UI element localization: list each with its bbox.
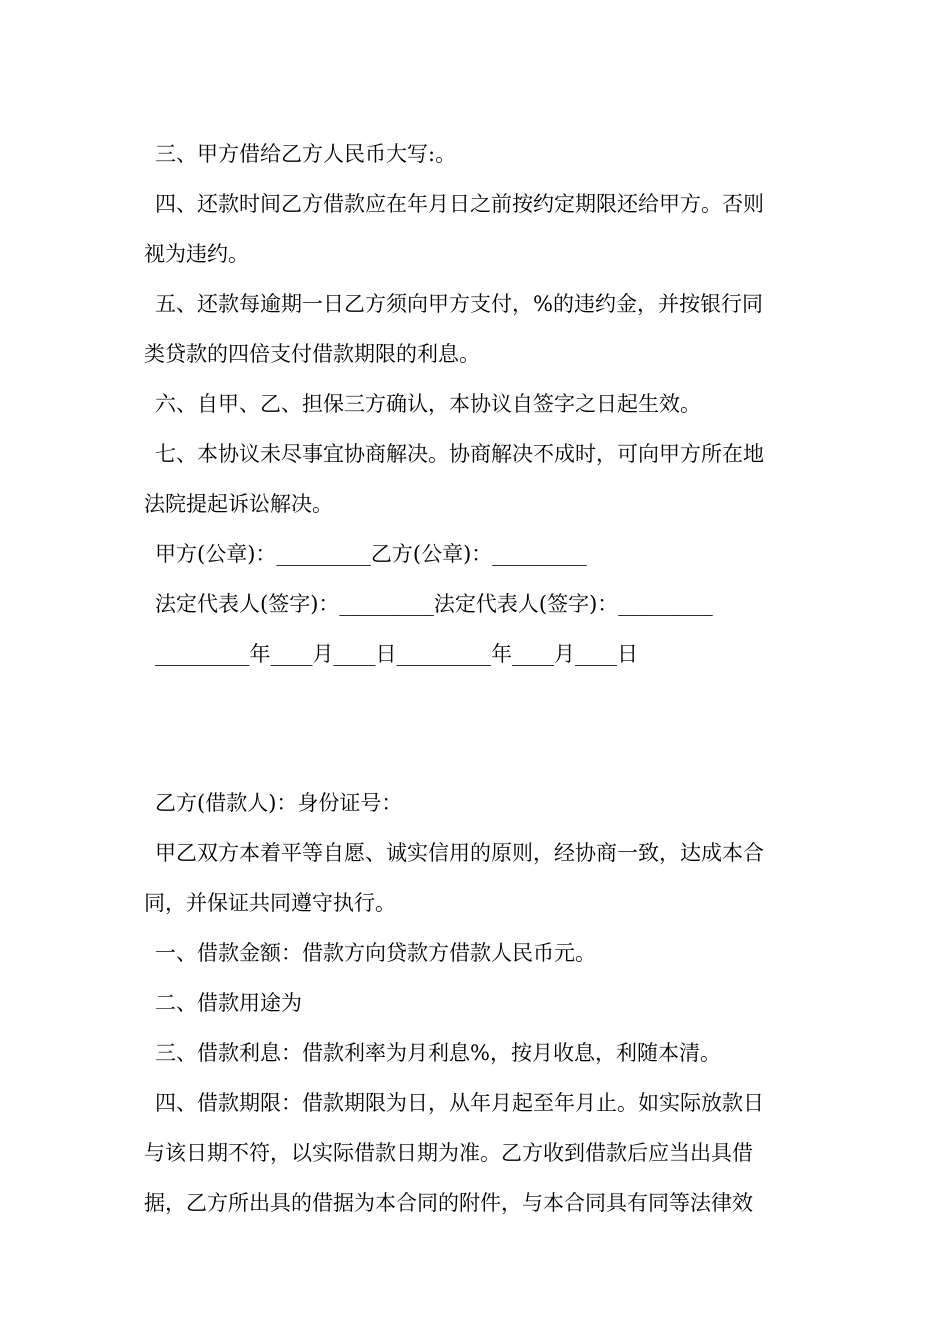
clause-5-line: 五、还款每逾期一日乙方须向甲方支付，%的违约金，并按银行同 xyxy=(155,292,763,316)
preamble-line: 甲乙双方本着平等自愿、诚实信用的原则，经协商一致，达成本合 xyxy=(155,841,764,865)
party-seal-line: 甲方(公章)：_________乙方(公章)：_________ xyxy=(155,542,587,566)
preamble-continuation: 同，并保证共同遵守执行。 xyxy=(144,891,396,915)
contract-terms-section xyxy=(144,129,816,679)
legal-representative-line: 法定代表人(签字)：_________法定代表人(签字)：_________ xyxy=(155,592,713,616)
loan-contract-section xyxy=(144,778,816,1228)
loan-term-continuation-2: 据，乙方所出具的借据为本合同的附件，与本合同具有同等法律效 xyxy=(144,1191,753,1215)
signature-date-line: _________年____月____日_________年____月____日 xyxy=(155,642,638,666)
clause-3-line: 三、甲方借给乙方人民币大写:。 xyxy=(155,142,457,166)
loan-term-continuation-1: 与该日期不符，以实际借款日期为准。乙方收到借款后应当出具借 xyxy=(144,1141,753,1165)
clause-4-line: 四、还款时间乙方借款应在年月日之前按约定期限还给甲方。否则 xyxy=(155,192,764,216)
clause-7-continuation: 法院提起诉讼解决。 xyxy=(144,492,333,516)
clause-6-line: 六、自甲、乙、担保三方确认，本协议自签字之日起生效。 xyxy=(155,392,701,416)
loan-interest-line: 三、借款利息：借款利率为月利息%，按月收息，利随本清。 xyxy=(155,1041,721,1065)
loan-term-line: 四、借款期限：借款期限为日，从年月起至年月止。如实际放款日 xyxy=(155,1091,764,1115)
clause-7-line: 七、本协议未尽事宜协商解决。协商解决不成时，可向甲方所在地 xyxy=(155,442,764,466)
loan-amount-line: 一、借款金额：借款方向贷款方借款人民币元。 xyxy=(155,941,596,965)
borrower-id-line: 乙方(借款人)：身份证号： xyxy=(155,791,403,815)
loan-purpose-line: 二、借款用途为 xyxy=(155,991,302,1015)
clause-4-continuation: 视为违约。 xyxy=(144,242,249,266)
clause-5-continuation: 类贷款的四倍支付借款期限的利息。 xyxy=(144,342,480,366)
